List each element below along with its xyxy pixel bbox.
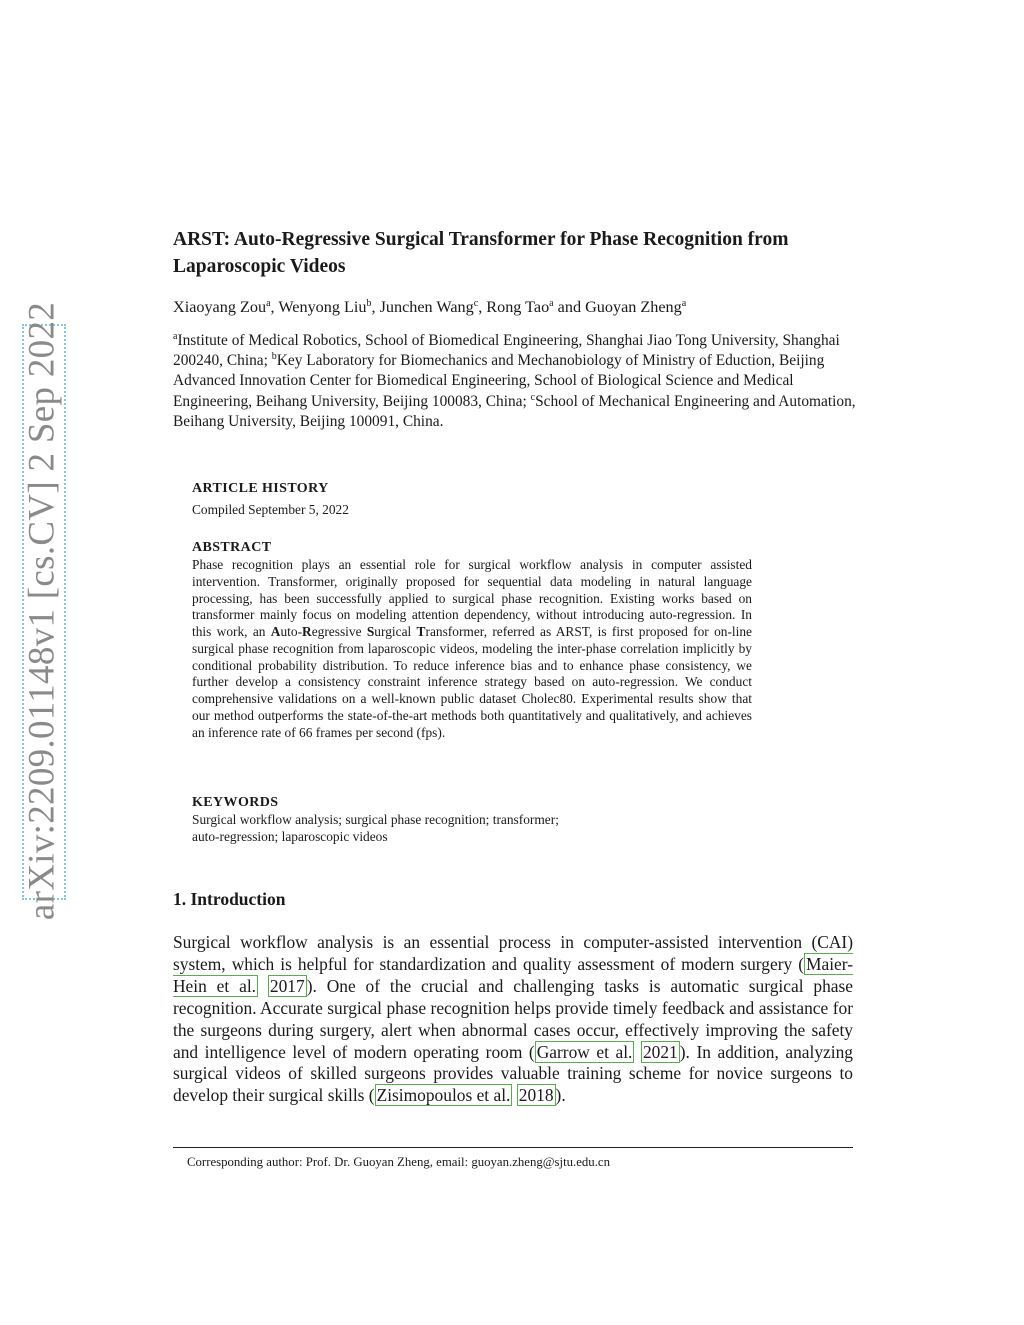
citation-year-link[interactable]: 2017 bbox=[269, 975, 305, 996]
affiliation-b: Key Laboratory for Biomechanics and Mechanobiology of Ministry of Eduction, Beijing Advanced Innovation Center for Biomedical Engineering, School of Biological Science and Medical Engineering, Beihang University, Beijing 100083, China; bbox=[173, 352, 825, 410]
paper-title: ARST: Auto-Regressive Surgical Transformer for Phase Recognition from Laparoscopic Videos bbox=[173, 229, 789, 277]
keywords-heading: KEYWORDS bbox=[192, 795, 279, 810]
author: Junchen Wang$^c$, bbox=[379, 298, 487, 316]
affiliation-a: Institute of Medical Robotics, School of Biomedical Engineering, Shanghai Jiao Tong University, Shanghai 200240, China; bbox=[173, 332, 840, 370]
affiliations: $^a$Institute of Medical Robotics, School of Biomedical Engineering, Shanghai Jiao Tong University, Shanghai 200240, China; $^b$Key Laboratory for Biomechanics and Mechanobiology of Ministry of Eduction, Beijing Advanced Innovation Center for Biomedical Engineering, School of Biological Science and Medical Engineering, Beihang University, Beijing 100083, China; $^c$School of Mechanical Engineering and Automation, Beihang University, Beijing 100091, China. bbox=[173, 331, 856, 430]
footnote-rule bbox=[173, 1147, 853, 1148]
introduction-heading: 1. Introduction bbox=[173, 889, 286, 909]
introduction-body: Surgical workflow analysis is an essential process in computer-assisted intervention (CAI) system, which is helpful for standardization and quality assessment of modern surgery ( Maier-Hein et al. 2017 ). One of the crucial and challenging tasks is automatic surgical phase recognition. Accurate surgical phase recognition helps provide timely feedback and assistance for the surgeons during surgery, alert when abnormal cases occur, effectively improving the safety and intelligence level of modern operating room ( Garrow et al. 2021 ). In addition, analyzing surgical videos of skilled surgeons provides valuable training scheme for novice surgeons to develop their surgical skills ( Zisimopoulos et al. 2018 ). bbox=[173, 932, 854, 1106]
article-history-heading: ARTICLE HISTORY bbox=[192, 481, 329, 496]
corresponding-author-footnote: Corresponding author: Prof. Dr. Guoyan Zheng, email: guoyan.zheng@sjtu.edu.cn bbox=[187, 1155, 610, 1169]
author-list bbox=[173, 298, 686, 317]
affiliation-c: School of Mechanical Engineering and Automation, Beihang University, Beijing 100091, China. bbox=[173, 392, 856, 430]
citation-year-link[interactable]: 2021 bbox=[642, 1041, 678, 1062]
arxiv-identifier[interactable]: arXiv:2209.01148v1 [cs.CV] 2 Sep 2022 bbox=[21, 301, 63, 921]
keywords-list: Surgical workflow analysis; surgical phase recognition; transformer; auto-regression; laparoscopic videos bbox=[192, 812, 559, 844]
compiled-date: Compiled September 5, 2022 bbox=[192, 502, 349, 517]
citation-link[interactable]: Maier-Hein et al. bbox=[173, 953, 853, 996]
abstract-heading: ABSTRACT bbox=[192, 540, 272, 555]
citation-link[interactable]: Zisimopoulos et al. bbox=[376, 1085, 511, 1106]
author: Xiaoyang Zou$^a$, bbox=[173, 298, 279, 316]
author: Rong Tao$^a$ and bbox=[486, 298, 586, 316]
author: Guoyan Zheng$^a$ bbox=[585, 298, 687, 316]
abstract-body: Phase recognition plays an essential role for surgical workflow analysis in computer assisted intervention. Transformer, originally proposed for sequential data modeling in natural language processing, has been successfully applied to surgical phase recognition. Existing works based on transformer mainly focus on modeling attention dependency, without introducing auto-regression. In this work, an Auto-Regressive Surgical Transformer, referred as ARST, is first proposed for on-line surgical phase recognition from laparoscopic videos, modeling the inter-phase correlation implicitly by conditional probability distribution. To reduce inference bias and to enhance phase consistency, we further develop a consistency constraint inference strategy based on auto-regression. We conduct comprehensive validations on a well-known public dataset Cholec80. Experimental results show that our method outperforms the state-of-the-art methods both quantitatively and qualitatively, and achieves an inference rate of 66 frames per second (fps). bbox=[192, 557, 752, 740]
citation-link[interactable]: Garrow et al. bbox=[536, 1041, 633, 1062]
citation-year-link[interactable]: 2018 bbox=[518, 1085, 554, 1106]
author: Wenyong Liu$^b$, bbox=[278, 298, 380, 316]
